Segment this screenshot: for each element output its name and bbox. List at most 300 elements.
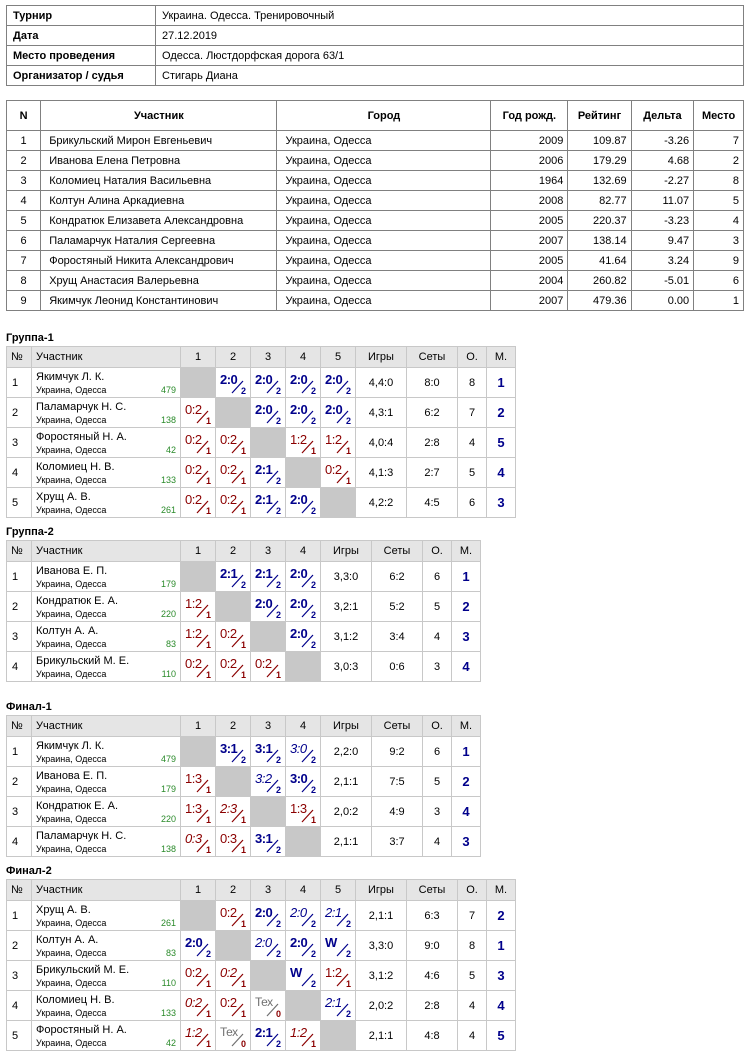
player-num: 2 — [7, 398, 32, 428]
match-points: 1 — [205, 640, 211, 650]
participant-row — [7, 231, 744, 251]
match-points: 2 — [345, 919, 351, 929]
participant-cell: 2007 — [491, 231, 568, 251]
match-score: 1:2 — [185, 626, 202, 641]
match-points: 2 — [275, 610, 281, 620]
match-points: 1 — [205, 610, 211, 620]
score-cell — [251, 737, 286, 767]
header-name: Участник — [32, 347, 181, 368]
participant-cell: Хрущ Анастасия Валерьевна — [41, 271, 277, 291]
header-points: О. — [458, 880, 487, 901]
score-cell — [216, 1021, 251, 1051]
player-cell — [32, 827, 181, 857]
player-cell — [32, 368, 181, 398]
participant-cell: 8 — [7, 271, 41, 291]
group-header-row — [7, 716, 481, 737]
player-cell — [32, 931, 181, 961]
player-city: Украина, Одесса — [36, 445, 107, 455]
self-cell — [216, 767, 251, 797]
player-place: 2 — [497, 908, 505, 923]
header-num: № — [7, 347, 32, 368]
score-cell — [321, 458, 356, 488]
player-place: 5 — [497, 1028, 505, 1043]
player-place: 3 — [462, 834, 470, 849]
score-cell — [286, 737, 321, 767]
match-score: 3:0 — [290, 741, 307, 756]
self-cell — [251, 622, 286, 652]
score-cell — [286, 622, 321, 652]
participant-cell: 2 — [7, 151, 41, 171]
group-row — [7, 368, 516, 398]
header-name: Участник — [32, 716, 181, 737]
player-rating: 179 — [160, 579, 176, 589]
score-cell — [181, 767, 216, 797]
participant-cell: 6 — [694, 271, 744, 291]
header-opponent: 2 — [216, 541, 251, 562]
player-rating: 261 — [160, 505, 176, 515]
match-score: 1:3 — [185, 801, 202, 816]
player-place: 2 — [462, 599, 470, 614]
participants-table — [6, 100, 744, 311]
player-num: 5 — [7, 488, 32, 518]
participant-cell: 9 — [694, 251, 744, 271]
self-cell — [181, 901, 216, 931]
match-score: 3:0 — [290, 771, 308, 786]
match-score: 1:2 — [325, 432, 342, 447]
score-cell — [321, 398, 356, 428]
player-city: Украина, Одесса — [36, 505, 107, 515]
group-row — [7, 488, 516, 518]
player-sets: 6:3 — [407, 901, 458, 931]
header-opponent: 1 — [181, 347, 216, 368]
participant-cell: 1964 — [491, 171, 568, 191]
player-city: Украина, Одесса — [36, 784, 107, 794]
match-score: 0:2 — [220, 492, 237, 507]
info-row — [7, 26, 744, 46]
score-cell — [251, 488, 286, 518]
player-num: 2 — [7, 592, 32, 622]
match-points: 1 — [205, 1039, 211, 1049]
participant-cell: 179.29 — [568, 151, 631, 171]
participant-cell: 5 — [7, 211, 41, 231]
player-city: Украина, Одесса — [36, 475, 107, 485]
match-score: 1:3 — [290, 801, 307, 816]
player-num: 1 — [7, 901, 32, 931]
score-cell — [251, 901, 286, 931]
score-cell — [181, 458, 216, 488]
player-place-cell — [487, 1021, 516, 1051]
header-num: № — [7, 880, 32, 901]
player-place-cell — [452, 652, 481, 682]
header-opponent: 4 — [286, 541, 321, 562]
match-score: 0:2 — [185, 492, 202, 507]
info-row — [7, 66, 744, 86]
match-points: 2 — [345, 416, 351, 426]
self-cell — [321, 1021, 356, 1051]
score-cell — [286, 901, 321, 931]
match-points: 1 — [310, 446, 316, 456]
group-title: Группа-1 — [6, 332, 54, 344]
player-name: Форостяный Н. А. — [36, 1024, 127, 1036]
header-place: М. — [452, 716, 481, 737]
participant-cell: 1 — [694, 291, 744, 311]
match-score: 1:2 — [185, 596, 202, 611]
match-points: 1 — [240, 670, 246, 680]
player-games: 2,1:1 — [356, 1021, 407, 1051]
match-points: 2 — [310, 979, 316, 989]
match-score: 0:3 — [185, 831, 202, 846]
match-score: 2:0 — [290, 626, 308, 641]
score-cell — [286, 428, 321, 458]
player-city: Украина, Одесса — [36, 669, 107, 679]
match-points: 2 — [310, 580, 316, 590]
participant-cell: 479.36 — [568, 291, 631, 311]
score-cell — [251, 458, 286, 488]
score-cell — [286, 767, 321, 797]
score-cell — [321, 961, 356, 991]
group-table — [6, 715, 481, 857]
group-table — [6, 346, 516, 518]
player-points: 4 — [458, 428, 487, 458]
match-score: 3:1 — [255, 831, 273, 846]
participant-cell: Украина, Одесса — [277, 231, 491, 251]
player-name: Паламарчук Н. С. — [36, 401, 127, 413]
match-score: 2:0 — [290, 596, 308, 611]
player-cell — [32, 961, 181, 991]
player-sets: 9:2 — [372, 737, 423, 767]
player-num: 1 — [7, 368, 32, 398]
player-num: 3 — [7, 428, 32, 458]
match-score: 2:0 — [255, 402, 273, 417]
player-games: 4,2:2 — [356, 488, 407, 518]
participant-cell: 220.37 — [568, 211, 631, 231]
match-score: 0:2 — [185, 432, 202, 447]
group-title: Финал-2 — [6, 865, 52, 877]
score-cell — [181, 991, 216, 1021]
player-num: 4 — [7, 458, 32, 488]
participant-row — [7, 291, 744, 311]
player-cell — [32, 991, 181, 1021]
player-rating: 220 — [160, 814, 176, 824]
player-points: 5 — [423, 767, 452, 797]
participant-cell: 2 — [694, 151, 744, 171]
player-rating: 83 — [165, 639, 176, 649]
info-key: Турнир — [7, 6, 156, 26]
player-place: 1 — [497, 375, 505, 390]
match-points: 2 — [275, 386, 281, 396]
player-place-cell — [487, 398, 516, 428]
score-cell — [181, 931, 216, 961]
participant-cell: 11.07 — [631, 191, 694, 211]
self-cell — [216, 931, 251, 961]
player-rating: 261 — [160, 918, 176, 928]
header-place: М. — [452, 541, 481, 562]
player-sets: 9:0 — [407, 931, 458, 961]
player-num: 2 — [7, 767, 32, 797]
player-games: 2,0:2 — [356, 991, 407, 1021]
player-place: 2 — [497, 405, 505, 420]
match-score: 2:0 — [220, 372, 238, 387]
player-num: 3 — [7, 961, 32, 991]
match-points: 1 — [205, 845, 211, 855]
match-points: 1 — [240, 815, 246, 825]
score-cell — [216, 961, 251, 991]
player-sets: 3:4 — [372, 622, 423, 652]
player-name: Брикульский М. Е. — [36, 964, 130, 976]
group-row — [7, 991, 516, 1021]
player-sets: 2:8 — [407, 991, 458, 1021]
match-score: 2:1 — [255, 1025, 273, 1040]
match-points: 2 — [310, 386, 316, 396]
participant-cell: 138.14 — [568, 231, 631, 251]
match-points: 1 — [240, 640, 246, 650]
header-opponent: 4 — [286, 880, 321, 901]
participant-cell: 5 — [694, 191, 744, 211]
player-name: Хрущ А. В. — [36, 904, 91, 916]
header-opponent: 4 — [286, 347, 321, 368]
group-title: Группа-2 — [6, 526, 54, 538]
group-row — [7, 562, 481, 592]
player-games: 2,0:2 — [321, 797, 372, 827]
player-points: 8 — [458, 931, 487, 961]
group-row — [7, 398, 516, 428]
player-games: 4,1:3 — [356, 458, 407, 488]
player-sets: 2:7 — [407, 458, 458, 488]
participant-cell: 4.68 — [631, 151, 694, 171]
player-games: 3,3:0 — [321, 562, 372, 592]
participant-cell: -3.26 — [631, 131, 694, 151]
score-cell — [181, 592, 216, 622]
player-rating: 110 — [161, 978, 176, 988]
participant-cell: 4 — [7, 191, 41, 211]
player-cell — [32, 562, 181, 592]
match-points: 1 — [205, 416, 211, 426]
header-games: Игры — [356, 880, 407, 901]
player-num: 3 — [7, 797, 32, 827]
header-sets: Сеты — [407, 347, 458, 368]
match-points: 1 — [310, 815, 316, 825]
player-name: Иванова Е. П. — [36, 565, 108, 577]
match-points: 2 — [240, 386, 246, 396]
participant-row — [7, 271, 744, 291]
player-city: Украина, Одесса — [36, 918, 107, 928]
player-rating: 179 — [160, 784, 176, 794]
player-sets: 4:5 — [407, 488, 458, 518]
player-rating: 138 — [160, 844, 176, 854]
match-points: 2 — [205, 949, 211, 959]
group-row — [7, 737, 481, 767]
participant-cell: 8 — [694, 171, 744, 191]
participant-cell: 4 — [694, 211, 744, 231]
score-cell — [216, 652, 251, 682]
player-place: 4 — [497, 465, 505, 480]
participant-cell: Форостяный Никита Александрович — [41, 251, 277, 271]
participant-cell: 41.64 — [568, 251, 631, 271]
player-place-cell — [487, 991, 516, 1021]
player-city: Украина, Одесса — [36, 639, 107, 649]
participant-cell: Коломиец Наталия Васильевна — [41, 171, 277, 191]
match-points: 1 — [275, 670, 281, 680]
participant-cell: 2009 — [491, 131, 568, 151]
score-cell — [286, 1021, 321, 1051]
score-cell — [286, 488, 321, 518]
player-city: Украина, Одесса — [36, 609, 107, 619]
participant-row — [7, 191, 744, 211]
info-key: Дата — [7, 26, 156, 46]
self-cell — [286, 991, 321, 1021]
player-rating: 83 — [165, 948, 176, 958]
match-score: 2:0 — [290, 372, 308, 387]
player-place: 1 — [462, 744, 470, 759]
player-city: Украина, Одесса — [36, 844, 107, 854]
match-score: 0:2 — [220, 965, 237, 980]
match-score: 0:2 — [220, 656, 237, 671]
participants-header: Участник — [41, 101, 277, 131]
match-score: 2:0 — [290, 905, 307, 920]
score-cell — [181, 428, 216, 458]
score-cell — [286, 562, 321, 592]
group-header-row — [7, 880, 516, 901]
player-name: Якимчук Л. К. — [36, 740, 105, 752]
participant-row — [7, 131, 744, 151]
player-cell — [32, 901, 181, 931]
header-opponent: 5 — [321, 347, 356, 368]
match-points: 0 — [275, 1009, 281, 1019]
match-score: 0:2 — [220, 995, 237, 1010]
score-cell — [251, 368, 286, 398]
match-points: 1 — [205, 815, 211, 825]
score-cell — [181, 1021, 216, 1051]
info-key: Место проведения — [7, 46, 156, 66]
match-score: 2:0 — [185, 935, 203, 950]
player-name: Кондратюк Е. А. — [36, 595, 119, 607]
participant-cell: 3 — [694, 231, 744, 251]
player-points: 6 — [423, 737, 452, 767]
match-points: 2 — [345, 949, 351, 959]
match-score: W — [290, 965, 302, 980]
header-opponent: 3 — [251, 347, 286, 368]
match-score: 2:0 — [255, 935, 272, 950]
participant-cell: 3 — [7, 171, 41, 191]
player-place-cell — [452, 622, 481, 652]
match-points: 2 — [240, 755, 246, 765]
player-cell — [32, 652, 181, 682]
participant-cell: 2005 — [491, 211, 568, 231]
match-points: 2 — [275, 949, 281, 959]
match-score: 0:2 — [220, 905, 237, 920]
player-name: Форостяный Н. А. — [36, 431, 127, 443]
player-points: 3 — [423, 797, 452, 827]
match-points: 2 — [310, 785, 316, 795]
player-sets: 0:6 — [372, 652, 423, 682]
player-games: 3,1:2 — [356, 961, 407, 991]
player-place-cell — [452, 562, 481, 592]
group-row — [7, 901, 516, 931]
player-name: Брикульский М. Е. — [36, 655, 130, 667]
participant-cell: Украина, Одесса — [277, 291, 491, 311]
player-num: 4 — [7, 991, 32, 1021]
participant-row — [7, 211, 744, 231]
player-name: Паламарчук Н. С. — [36, 830, 127, 842]
participant-cell: 9 — [7, 291, 41, 311]
score-cell — [251, 931, 286, 961]
player-city: Украина, Одесса — [36, 814, 107, 824]
match-score: Тех — [220, 1025, 238, 1039]
match-score: 3:2 — [255, 771, 272, 786]
group-row — [7, 652, 481, 682]
player-cell — [32, 737, 181, 767]
player-rating: 110 — [161, 669, 176, 679]
player-rating: 479 — [160, 385, 176, 395]
score-cell — [251, 1021, 286, 1051]
match-points: 2 — [275, 755, 281, 765]
header-place: М. — [487, 347, 516, 368]
match-score: 1:2 — [185, 1025, 202, 1040]
match-points: 2 — [275, 1039, 281, 1049]
player-city: Украина, Одесса — [36, 415, 107, 425]
group-row — [7, 931, 516, 961]
info-value: Украина. Одесса. Тренировочный — [156, 6, 744, 26]
match-score: 0:2 — [220, 432, 237, 447]
match-score: 3:1 — [255, 741, 273, 756]
participant-cell: 2004 — [491, 271, 568, 291]
participant-row — [7, 171, 744, 191]
match-score: 0:2 — [325, 462, 342, 477]
match-score: 2:1 — [255, 492, 273, 507]
participant-cell: 82.77 — [568, 191, 631, 211]
match-score: 0:2 — [185, 402, 202, 417]
participant-cell: 9.47 — [631, 231, 694, 251]
match-score: 2:0 — [255, 372, 273, 387]
match-points: 2 — [275, 919, 281, 929]
player-name: Якимчук Л. К. — [36, 371, 105, 383]
header-place: М. — [487, 880, 516, 901]
match-points: 1 — [205, 979, 211, 989]
match-score: 0:2 — [220, 462, 237, 477]
match-points: 2 — [310, 610, 316, 620]
match-points: 2 — [240, 580, 246, 590]
header-num: № — [7, 541, 32, 562]
participant-row — [7, 251, 744, 271]
header-opponent: 3 — [251, 716, 286, 737]
player-games: 4,0:4 — [356, 428, 407, 458]
header-sets: Сеты — [407, 880, 458, 901]
player-num: 4 — [7, 652, 32, 682]
match-points: 1 — [240, 506, 246, 516]
player-games: 2,1:1 — [356, 901, 407, 931]
participant-cell: 109.87 — [568, 131, 631, 151]
match-score: 1:2 — [325, 965, 342, 980]
player-rating: 220 — [160, 609, 176, 619]
player-place-cell — [487, 488, 516, 518]
match-points: 2 — [310, 755, 316, 765]
player-num: 1 — [7, 562, 32, 592]
participants-header: Место — [694, 101, 744, 131]
player-name: Хрущ А. В. — [36, 491, 91, 503]
player-rating: 133 — [160, 475, 176, 485]
player-rating: 138 — [160, 415, 176, 425]
group-row — [7, 961, 516, 991]
score-cell — [216, 901, 251, 931]
player-num: 3 — [7, 622, 32, 652]
match-points: 1 — [310, 1039, 316, 1049]
player-place: 4 — [462, 659, 470, 674]
player-city: Украина, Одесса — [36, 385, 107, 395]
player-points: 6 — [423, 562, 452, 592]
header-opponent: 4 — [286, 716, 321, 737]
player-games: 3,2:1 — [321, 592, 372, 622]
player-games: 2,1:1 — [321, 827, 372, 857]
